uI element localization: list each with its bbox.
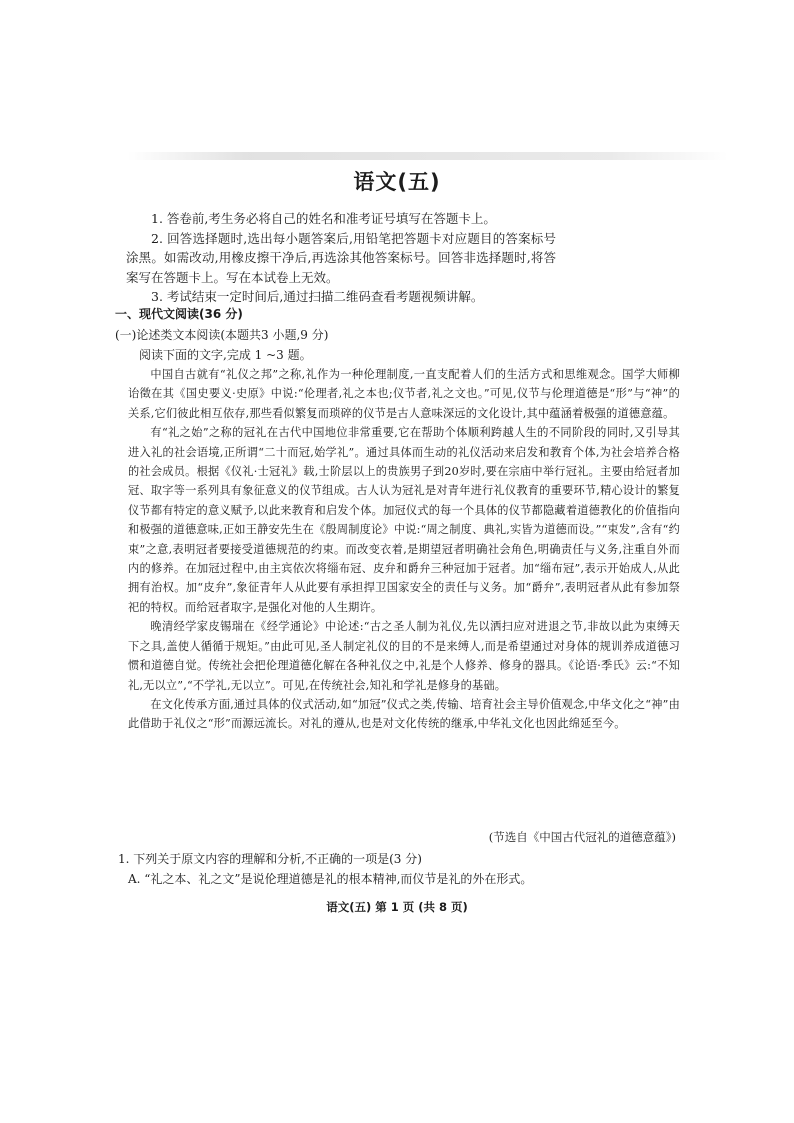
instructions <box>126 209 556 307</box>
subsection-heading: (一)论述类文本阅读(本题共3 小题,9 分) <box>115 328 329 342</box>
instruction-3: 3. 考试结束一定时间后,通过扫描二维码查看考题视频讲解。 <box>151 289 484 304</box>
article <box>128 365 680 734</box>
scan-artifact <box>128 152 728 160</box>
article-paragraph-1: 中国自古就有“礼仪之邦”之称,礼作为一种伦理制度,一直支配着人们的生活方式和思维观念。国学大师柳诒徵在其《国史要义·史原》中说:“伦理者,礼之本也;仪节者,礼之文也。”可见,仪节与伦理道德是“形”与“神”的关系,它们彼此相互依存,那些看似繁复而琐碎的仪节是古人意味深远的文化设计,其中蕴涵着极强的道德意蕴。 <box>128 368 680 420</box>
article-paragraph-4: 在文化传承方面,通过具体的仪式活动,如“加冠”仪式之类,传输、培育社会主导价值观念,中华文化之“神”由此借助于礼仪之“形”而源远流长。对礼的遵从,也是对文化传统的继承,中华礼文化也因此绵延至今。 <box>128 697 680 731</box>
question-1: 1. 下列关于原文内容的理解和分析,不正确的一项是(3 分) <box>118 852 422 866</box>
article-paragraph-2: 有“礼之始”之称的冠礼在古代中国地位非常重要,它在帮助个体顺利跨越人生的不同阶段的同时,又引导其进入礼的社会语境,正所谓“二十而冠,始学礼”。通过具体而生动的礼仪活动来启发和教育个体,为社会培养合格的社会成员。根据《仪礼·士冠礼》载,士阶层以上的贵族男子到20岁时,要在宗庙中举行冠礼。主要由给冠者加冠、取字等一系列具有象征意义的仪节组成。古人认为冠礼是对青年进行礼仪教育的重要环节,精心设计的繁复仪节都有特定的意义赋予,以此来教育和启发个体。加冠仪式的每一个具体的仪节都隐藏着道德教化的价值指向和极强的道德意味,正如王静安先生在《殷周制度论》中说:“周之制度、典礼,实皆为道德而设。”“束发”,含有“约束”之意,表明冠者要接受道德规范的约束。而改变衣着,是期望冠者明确社会角色,明确责任与义务,注重自外而内的修养。在加冠过程中,由主宾依次将缁布冠、皮弁和爵弁三种冠加于冠者。加“缁布冠”,表示开始成人,从此拥有治权。加“皮弁”,象征青年人从此要有承担捍卫国家安全的责任与义务。加“爵弁”,表明冠者从此有参加祭祀的特权。而给冠者取字,是强化对他的人生期许。 <box>128 426 680 614</box>
instruction-1: 1. 答卷前,考生务必将自己的姓名和准考证号填写在答题卡上。 <box>151 211 496 226</box>
reading-instruction: 阅读下面的文字,完成 1 ~3 题。 <box>139 348 312 362</box>
article-source: (节选自《中国古代冠礼的道德意蕴》) <box>488 830 676 844</box>
page-footer: 语文(五) 第 1 页 (共 8 页) <box>326 900 468 914</box>
instruction-2: 2. 回答选择题时,选出每小题答案后,用铅笔把答题卡对应题目的答案标号涂黑。如需改动,用橡皮擦干净后,再选涂其他答案标号。回答非选择题时,将答案写在答题卡上。写在本试卷上无效。 <box>126 230 556 285</box>
page-title: 语文(五) <box>353 170 441 194</box>
question-1-option-a: A. “礼之本、礼之文”是说伦理道德是礼的根本精神,而仪节是礼的外在形式。 <box>128 872 533 886</box>
section-heading: 一、现代文阅读(36 分) <box>115 307 243 321</box>
article-paragraph-3: 晚清经学家皮锡瑞在《经学通论》中论述:“古之圣人制为礼仪,先以洒扫应对进退之节,非故以此为束缚天下之具,盖使人循循于规矩。”由此可见,圣人制定礼仪的目的不是来缚人,而是希望通过对身体的规训养成道德习惯和道德自觉。传统社会把伦理道德化解在各种礼仪之中,礼是个人修养、修身的器具。《论语·季氏》云:“不知礼,无以立”,“不学礼,无以立”。可见,在传统社会,知礼和学礼是修身的基础。 <box>128 620 680 692</box>
